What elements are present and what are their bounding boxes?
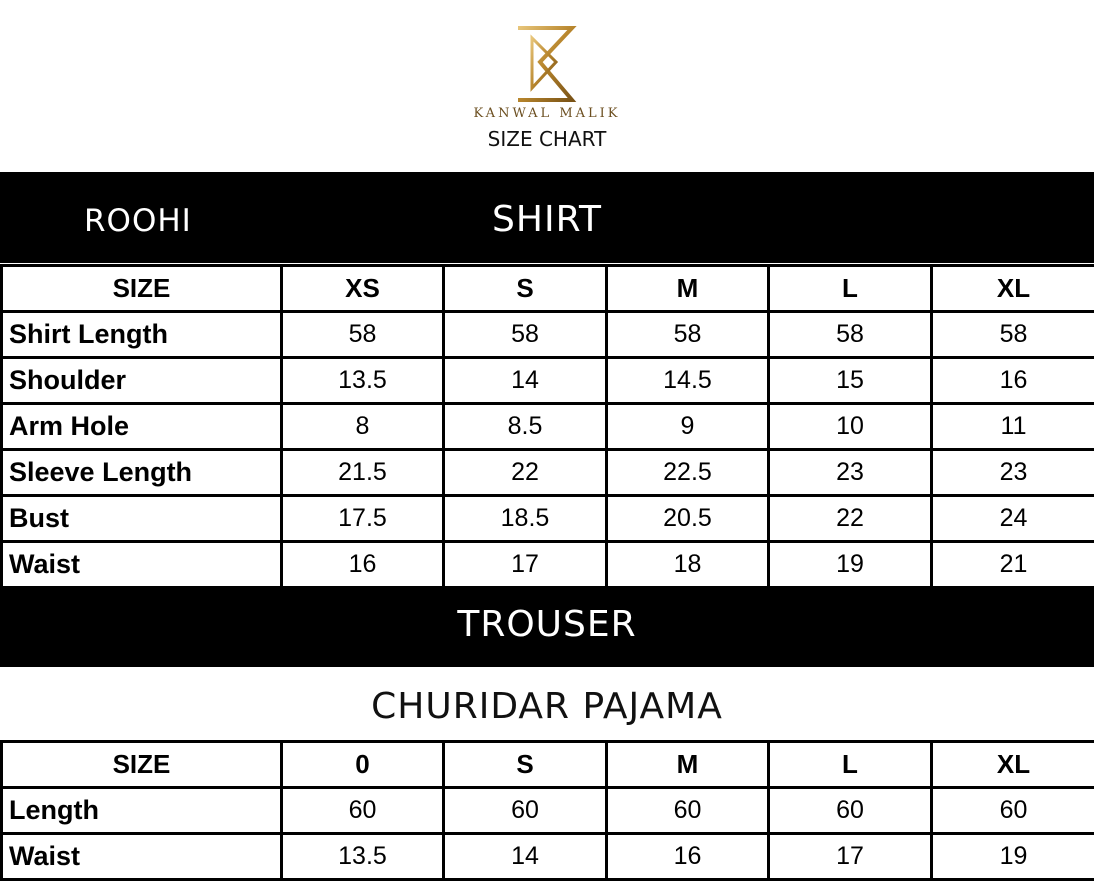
column-header: SIZE xyxy=(2,742,282,788)
table-cell: 58 xyxy=(444,312,607,358)
table-cell: 19 xyxy=(932,834,1094,880)
table-cell: 60 xyxy=(282,788,444,834)
table-cell: 11 xyxy=(932,404,1094,450)
table-cell: 10 xyxy=(769,404,932,450)
table-cell: 16 xyxy=(932,358,1094,404)
table-cell: 58 xyxy=(282,312,444,358)
trouser-size-table xyxy=(0,740,1094,881)
column-header: M xyxy=(607,266,769,312)
table-cell: 21 xyxy=(932,542,1094,588)
table-cell: 15 xyxy=(769,358,932,404)
table-row xyxy=(2,358,1094,404)
table-cell: 13.5 xyxy=(282,834,444,880)
column-header: M xyxy=(607,742,769,788)
table-row xyxy=(2,496,1094,542)
row-label: Waist xyxy=(2,834,282,880)
page-subtitle: SIZE CHART xyxy=(0,127,1094,151)
table-cell: 8.5 xyxy=(444,404,607,450)
table-cell: 14.5 xyxy=(607,358,769,404)
table-cell: 24 xyxy=(932,496,1094,542)
column-header: XL xyxy=(932,266,1094,312)
table-cell: 22 xyxy=(769,496,932,542)
table-header-row xyxy=(2,266,1094,312)
table-cell: 23 xyxy=(769,450,932,496)
table-row xyxy=(2,834,1094,880)
column-header: L xyxy=(769,742,932,788)
trouser-section-title: TROUSER xyxy=(0,604,1094,645)
table-row xyxy=(2,404,1094,450)
row-label: Waist xyxy=(2,542,282,588)
table-cell: 16 xyxy=(607,834,769,880)
table-cell: 14 xyxy=(444,834,607,880)
table-cell: 22 xyxy=(444,450,607,496)
table-cell: 23 xyxy=(932,450,1094,496)
table-row xyxy=(2,788,1094,834)
table-cell: 58 xyxy=(769,312,932,358)
table-cell: 60 xyxy=(932,788,1094,834)
table-row xyxy=(2,450,1094,496)
table-cell: 18 xyxy=(607,542,769,588)
row-label: Sleeve Length xyxy=(2,450,282,496)
table-cell: 8 xyxy=(282,404,444,450)
table-cell: 60 xyxy=(769,788,932,834)
table-cell: 60 xyxy=(444,788,607,834)
table-cell: 60 xyxy=(607,788,769,834)
column-header: XS xyxy=(282,266,444,312)
table-cell: 20.5 xyxy=(607,496,769,542)
column-header: 0 xyxy=(282,742,444,788)
table-cell: 58 xyxy=(607,312,769,358)
table-row xyxy=(2,312,1094,358)
table-cell: 14 xyxy=(444,358,607,404)
table-cell: 58 xyxy=(932,312,1094,358)
row-label: Length xyxy=(2,788,282,834)
table-row xyxy=(2,542,1094,588)
shirt-band xyxy=(0,172,1094,263)
churidar-pajama-title: CHURIDAR PAJAMA xyxy=(0,686,1094,727)
shirt-size-table xyxy=(0,264,1094,589)
table-cell: 16 xyxy=(282,542,444,588)
table-cell: 19 xyxy=(769,542,932,588)
row-label: Shoulder xyxy=(2,358,282,404)
trouser-band xyxy=(0,586,1094,667)
column-header: SIZE xyxy=(2,266,282,312)
row-label: Arm Hole xyxy=(2,404,282,450)
collection-name: ROOHI xyxy=(84,203,192,239)
column-header: XL xyxy=(932,742,1094,788)
shirt-section-title: SHIRT xyxy=(0,199,1094,240)
table-cell: 17.5 xyxy=(282,496,444,542)
table-cell: 9 xyxy=(607,404,769,450)
row-label: Bust xyxy=(2,496,282,542)
brand-name: KANWAL MALIK xyxy=(0,106,1094,121)
table-cell: 21.5 xyxy=(282,450,444,496)
table-cell: 13.5 xyxy=(282,358,444,404)
table-cell: 22.5 xyxy=(607,450,769,496)
row-label: Shirt Length xyxy=(2,312,282,358)
column-header: S xyxy=(444,266,607,312)
table-cell: 18.5 xyxy=(444,496,607,542)
column-header: L xyxy=(769,266,932,312)
kanwal-malik-logo-icon xyxy=(510,22,580,106)
table-cell: 17 xyxy=(769,834,932,880)
table-header-row xyxy=(2,742,1094,788)
table-cell: 17 xyxy=(444,542,607,588)
column-header: S xyxy=(444,742,607,788)
